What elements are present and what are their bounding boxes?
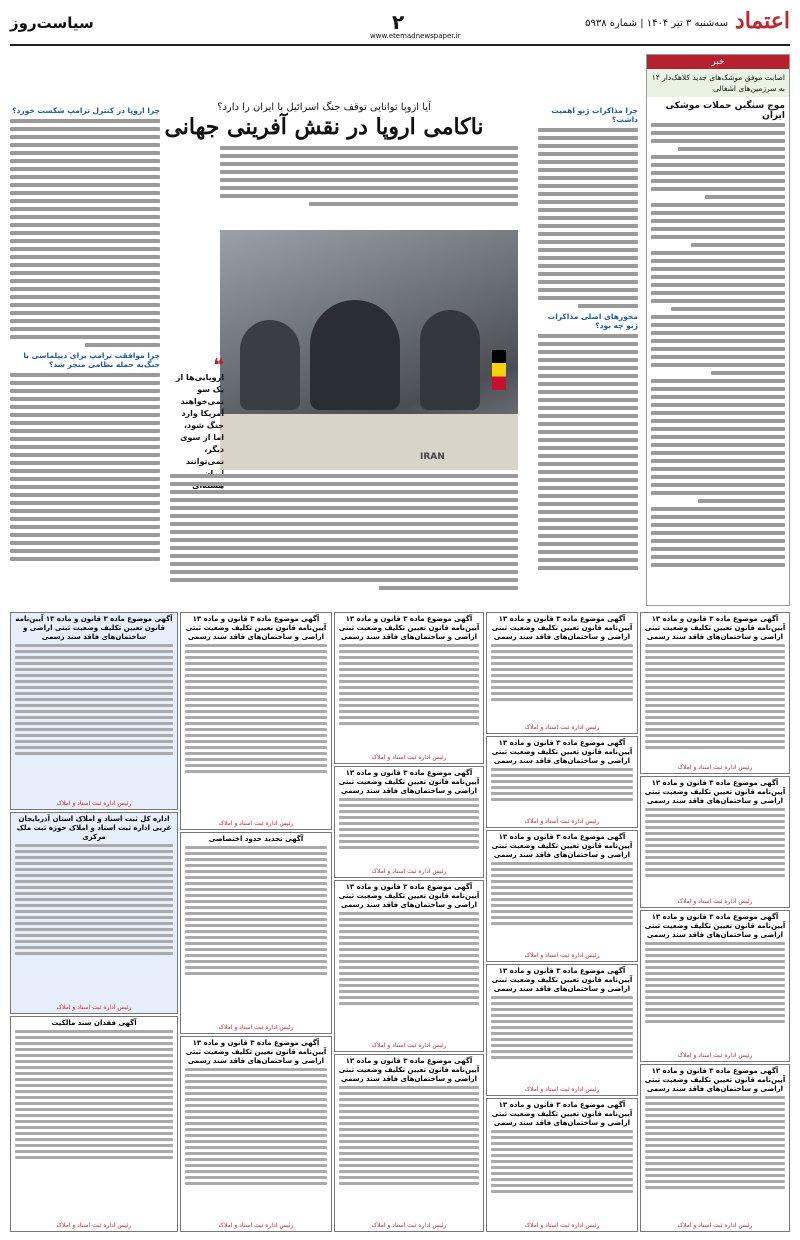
ad-box-l2-3 [180, 1036, 332, 1232]
article-subhead-2: محورهای اصلی مذاکرات ژنو چه بود؟ [547, 312, 638, 330]
article-kicker: آیا اروپا توانایی توقف جنگ اسرائیل با ایران را دارد؟ [217, 102, 431, 113]
ad-footer: رئیس اداره ثبت اسناد و املاک [677, 1222, 753, 1229]
ad-footer: رئیس اداره ثبت اسناد و املاک [218, 1024, 294, 1031]
ad-footer: رئیس اداره ثبت اسناد و املاک [218, 1222, 294, 1229]
ad-box-r1 [640, 612, 790, 774]
ad-title: آگهی موضوع ماده ۳ قانون و ماده ۱۳ آیین‌نامه قانون تعیین تکلیف وضعیت ثبتی اراضی و ساختمان‌های فاقد سند رسمی [491, 615, 633, 641]
ad-title: آگهی موضوع ماده ۳ قانون و ماده ۱۳ آیین‌نامه قانون تعیین تکلیف وضعیت ثبتی اراضی و ساختمان‌های فاقد سند رسمی [491, 739, 633, 765]
article-lead [220, 146, 518, 210]
article-subhead-3: چرا اروپا در کنترل ترامپ شکست خورد؟ [12, 106, 160, 115]
main-article [10, 54, 638, 604]
ad-footer: رئیس اداره ثبت اسناد و املاک [56, 1004, 132, 1011]
page-number: ۲ [392, 10, 405, 34]
photo-label: IRAN [420, 452, 445, 462]
section-title: سیاست‌روز [10, 14, 94, 32]
ad-title: آگهی موضوع ماده ۳ قانون و ماده ۱۳ آیین‌نامه قانون تعیین تکلیف وضعیت ثبتی اراضی و ساختمان‌های فاقد سند رسمی [338, 1057, 480, 1083]
ad-footer: رئیس اداره ثبت اسناد و املاک [371, 868, 447, 875]
ad-footer: رئیس اداره ثبت اسناد و املاک [524, 1086, 600, 1093]
article-headline: ناکامی اروپا در نقش آفرینی جهانی [164, 114, 484, 140]
ad-box-l1-3 [10, 1016, 178, 1232]
quote-icon: ❝ [213, 355, 224, 376]
news-sidebar [646, 54, 790, 606]
ad-footer: رئیس اداره ثبت اسناد و املاک [371, 1042, 447, 1049]
sidebar-text [647, 123, 789, 567]
ad-box-r3 [640, 910, 790, 1062]
ad-box-c1 [486, 612, 638, 734]
ad-footer: رئیس اداره ثبت اسناد و املاک [524, 818, 600, 825]
article-subhead-1: چرا مذاکرات ژنو اهمیت داشت؟ [551, 106, 638, 124]
ad-footer: رئیس اداره ثبت اسناد و املاک [56, 1222, 132, 1229]
ad-title: آگهی موضوع ماده ۳ قانون و ماده ۱۳ آیین‌نامه قانون تعیین تکلیف وضعیت ثبتی اراضی و ساختمان‌های فاقد سند رسمی [491, 833, 633, 859]
ad-footer: رئیس اداره ثبت اسناد و املاک [677, 1052, 753, 1059]
ad-title: اداره کل ثبت اسناد و املاک استان آذربایجان غربی اداره ثبت اسناد و املاک حوزه ثبت ملک مرکزی [16, 815, 172, 841]
ad-title: آگهی موضوع ماده ۳ قانون و ماده ۱۳ آیین‌نامه قانون تعیین تکلیف وضعیت ثبتی اراضی و ساختمان‌های فاقد سند رسمی [185, 615, 327, 641]
article-column-2 [170, 474, 518, 604]
ad-footer: رئیس اداره ثبت اسناد و املاک [524, 952, 600, 959]
ad-box-c3 [486, 830, 638, 962]
ad-title: آگهی موضوع ماده ۳ قانون و ماده ۱۳ آیین‌نامه قانون تعیین تکلیف وضعیت ثبتی اراضی و ساختمان‌های فاقد سند رسمی [644, 1067, 786, 1093]
ad-box-m2 [334, 766, 484, 878]
ad-footer: رئیس اداره ثبت اسناد و املاک [677, 764, 753, 771]
ad-title: آگهی فقدان سند مالکیت [51, 1019, 137, 1027]
ad-box-c4 [486, 964, 638, 1096]
ad-title: آگهی موضوع ماده ۳ قانون و ماده ۱۳ آیین‌نامه قانون تعیین تکلیف وضعیت ثبتی اراضی و ساختمان‌های فاقد سند رسمی [338, 883, 480, 909]
ad-box-l2-1 [180, 612, 332, 830]
ad-box-m4 [334, 1054, 484, 1232]
article-photo [220, 230, 518, 470]
newspaper-page [10, 8, 790, 1234]
ad-box-m1 [334, 612, 484, 764]
ad-title: آگهی موضوع ماده ۳ قانون و ماده ۱۳ آیین‌نامه قانون تعیین تکلیف وضعیت ثبتی اراضی و ساختمان‌های فاقد سند رسمی [185, 1039, 327, 1065]
sidebar-green-box: اصابت موفق موشک‌های جدید کلاهک‌دار ۱۴ به سرزمین‌های اشغالی [647, 69, 789, 97]
ad-box-c2 [486, 736, 638, 828]
article-subhead-4: چرا موافقت ترامپ برای دیپلماسی با جنگ‌به حمله نظامی منجر شد؟ [23, 351, 160, 369]
sidebar-tag: خبر [647, 55, 789, 69]
ad-footer: رئیس اداره ثبت اسناد و املاک [371, 1222, 447, 1229]
pull-quote-text: اروپایی‌ها از یک سو نمی‌خواهند آمریکا وارد جنگ شود، اما از سوی دیگر، نمی‌توانند [175, 373, 224, 466]
ad-footer: رئیس اداره ثبت اسناد و املاک [524, 1222, 600, 1229]
ad-title: آگهی موضوع ماده ۳ قانون و ماده ۱۳ آیین‌نامه قانون تعیین تکلیف وضعیت ثبتی اراضی و ساختمان‌های فاقد سند رسمی [644, 913, 786, 939]
newspaper-logo: اعتماد [734, 8, 790, 34]
ad-title: آگهی موضوع ماده ۳ قانون و ماده ۱۳ آیین‌نامه قانون تعیین تکلیف وضعیت ثبتی اراضی و ساختمان‌های فاقد سند رسمی [338, 615, 480, 641]
ad-title: آگهی موضوع ماده ۳ قانون و ماده ۱۳ آیین‌نامه قانون تعیین تکلیف وضعیت ثبتی اراضی و ساختمان‌های فاقد سند رسمی [15, 615, 173, 641]
pull-quote [174, 355, 224, 492]
ad-footer: رئیس اداره ثبت اسناد و املاک [56, 800, 132, 807]
ad-box-r2 [640, 776, 790, 908]
ad-title: آگهی موضوع ماده ۳ قانون و ماده ۱۳ آیین‌نامه قانون تعیین تکلیف وضعیت ثبتی اراضی و ساختمان‌های فاقد سند رسمی [644, 779, 786, 805]
article-column-3 [10, 104, 160, 604]
ad-box-l1-1 [10, 612, 178, 810]
ad-footer: رئیس اداره ثبت اسناد و املاک [524, 724, 600, 731]
ad-title: آگهی موضوع ماده ۳ قانون و ماده ۱۳ آیین‌نامه قانون تعیین تکلیف وضعیت ثبتی اراضی و ساختمان‌های فاقد سند رسمی [491, 967, 633, 993]
ad-box-m3 [334, 880, 484, 1052]
site-url: www.etemadnewspaper.ir [370, 32, 461, 40]
page-header [10, 8, 790, 46]
legal-ads-section [10, 612, 790, 1232]
ad-box-l2-2 [180, 832, 332, 1034]
ad-title: آگهی تحدید حدود اختصاصی [208, 835, 304, 843]
flag-icon [492, 350, 506, 390]
article-column-1 [538, 104, 638, 604]
ad-footer: رئیس اداره ثبت اسناد و املاک [677, 898, 753, 905]
ad-box-c5 [486, 1098, 638, 1232]
ad-footer: رئیس اداره ثبت اسناد و املاک [371, 754, 447, 761]
sidebar-title: موج سنگین حملات موشکی ایران [665, 101, 785, 121]
ad-title: آگهی موضوع ماده ۳ قانون و ماده ۱۳ آیین‌نامه قانون تعیین تکلیف وضعیت ثبتی اراضی و ساختمان‌های فاقد سند رسمی [644, 615, 786, 641]
ad-box-r4 [640, 1064, 790, 1232]
ad-box-l1-2 [10, 812, 178, 1014]
issue-date: سه‌شنبه ۳ تیر ۱۴۰۴ | شماره ۵۹۳۸ [585, 18, 728, 29]
ad-footer: رئیس اداره ثبت اسناد و املاک [218, 820, 294, 827]
ad-title: آگهی موضوع ماده ۳ قانون و ماده ۱۳ آیین‌نامه قانون تعیین تکلیف وضعیت ثبتی اراضی و ساختمان‌های فاقد سند رسمی [338, 769, 480, 795]
ad-title: آگهی موضوع ماده ۳ قانون و ماده ۱۳ آیین‌نامه قانون تعیین تکلیف وضعیت ثبتی اراضی و ساختمان‌های فاقد سند رسمی [491, 1101, 633, 1127]
